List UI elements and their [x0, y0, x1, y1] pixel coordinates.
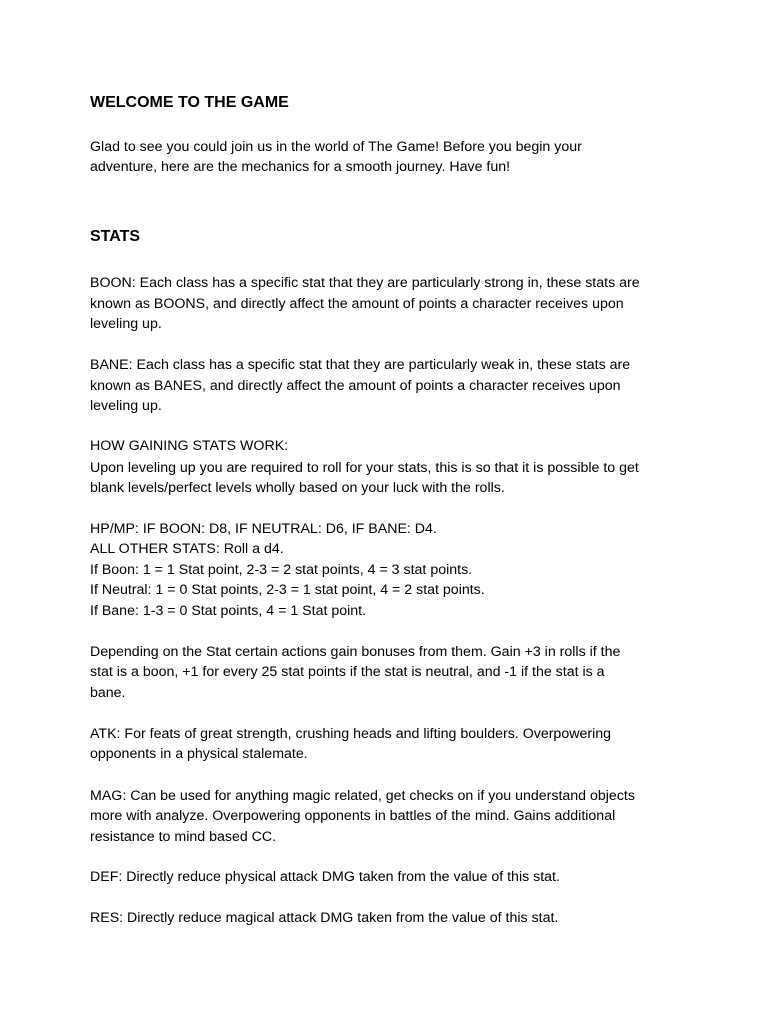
bane-line: known as BANES, and directly affect the amount of points a character receives upon [90, 378, 621, 394]
roll-rule-line: If Bane: 1-3 = 0 Stat points, 4 = 1 Stat point. [90, 603, 367, 619]
how-gaining-line: HOW GAINING STATS WORK: [90, 438, 289, 454]
bonuses-line: Depending on the Stat certain actions gain bonuses from them. Gain +3 in rolls if the [90, 644, 621, 660]
boon-line: leveling up. [90, 316, 162, 332]
intro-line: adventure, here are the mechanics for a smooth journey. Have fun! [90, 159, 511, 175]
page-title: WELCOME TO THE GAME [90, 94, 289, 111]
roll-rule-line: HP/MP: IF BOON: D8, IF NEUTRAL: D6, IF BANE: D4. [90, 521, 437, 537]
stats-heading: STATS [90, 228, 141, 245]
roll-rule-line: ALL OTHER STATS: Roll a d4. [90, 541, 284, 557]
boon-line: known as BOONS, and directly affect the amount of points a character receives upon [90, 296, 624, 312]
intro-line: Glad to see you could join us in the world of The Game! Before you begin your [90, 139, 582, 155]
atk-line: opponents in a physical stalemate. [90, 746, 308, 762]
bonuses-line: bane. [90, 685, 126, 701]
mag-line: more with analyze. Overpowering opponents in battles of the mind. Gains additional [90, 808, 616, 824]
how-gaining-line: Upon leveling up you are required to roll for your stats, this is so that it is possible to get [90, 460, 639, 476]
res-line: RES: Directly reduce magical attack DMG taken from the value of this stat. [90, 910, 559, 926]
mag-line: resistance to mind based CC. [90, 829, 277, 845]
def-line: DEF: Directly reduce physical attack DMG taken from the value of this stat. [90, 869, 560, 885]
how-gaining-line: blank levels/perfect levels wholly based on your luck with the rolls. [90, 480, 505, 496]
atk-line: ATK: For feats of great strength, crushing heads and lifting boulders. Overpowering [90, 726, 612, 742]
boon-line: BOON: Each class has a specific stat that they are particularly strong in, these stats are [90, 275, 640, 291]
bonuses-line: stat is a boon, +1 for every 25 stat points if the stat is neutral, and -1 if the stat is a [90, 664, 605, 680]
bane-line: leveling up. [90, 398, 162, 414]
roll-rule-line: If Boon: 1 = 1 Stat point, 2-3 = 2 stat points, 4 = 3 stat points. [90, 562, 473, 578]
bane-line: BANE: Each class has a specific stat that they are particularly weak in, these stats are [90, 357, 631, 373]
mag-line: MAG: Can be used for anything magic related, get checks on if you understand objects [90, 788, 635, 804]
roll-rule-line: If Neutral: 1 = 0 Stat points, 2-3 = 1 stat point, 4 = 2 stat points. [90, 582, 485, 598]
